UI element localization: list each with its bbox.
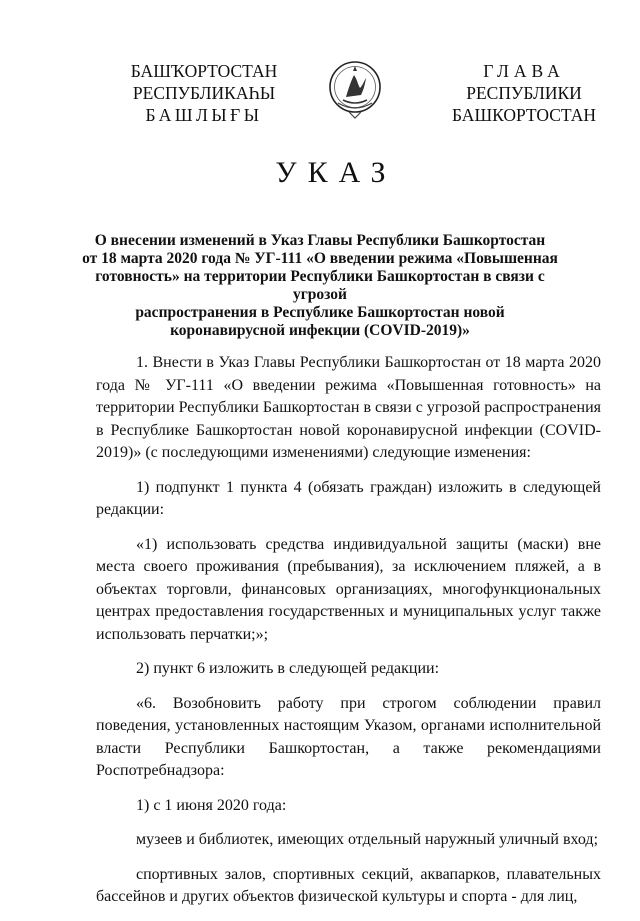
decree-heading (80, 232, 560, 340)
heading-line: О внесении изменений в Указ Главы Республики Башкортостан (94, 232, 546, 249)
header-right-line-3: БАШКОРТОСТАН (451, 105, 596, 125)
document-title: УКАЗ (275, 156, 397, 189)
paragraph-june-1: 1) с 1 июня 2020 года: (136, 796, 287, 814)
paragraph-item-1: 1. Внести в Указ Главы Республики Башкортостан от 18 марта 2020 года № УГ-111 «О введении режима «Повышенная готовность» на территории Республики Башкортостан в связи с угрозой распространения в Республике Башкортостан новой коронавирусной инфекции (COVID-2019)» (с последующими изменениями) следующие изменения: (96, 354, 601, 461)
coat-of-arms-emblem (327, 57, 383, 121)
header-right-line-2: РЕСПУБЛИКИ (466, 83, 582, 103)
header-right-russian (440, 60, 608, 126)
paragraph-subitem-2: 2) пункт 6 изложить в следующей редакции: (136, 660, 440, 677)
paragraph-subitem-1: 1) подпункт 1 пункта 4 (обязать граждан) изложить в следующей редакции: (96, 478, 601, 518)
paragraph-quote-item-6: «6. Возобновить работу при строгом соблюдении правил поведения, установленных настоящим Указом, органами исполнительной власти Республики Башкортостан, а также рекомендациями Роспотребнадзора: (96, 694, 601, 779)
header-left-line-2: РЕСПУБЛИКАҺЫ (132, 83, 276, 103)
heading-line: готовность» на территории Республики Башкортостан в связи с угрозой (95, 268, 545, 303)
paragraph-museums: музеев и библиотек, имеющих отдельный наружный уличный вход; (136, 831, 599, 848)
paragraph-quote-masks: «1) использовать средства индивидуальной защиты (маски) вне места своего проживания (пребывания), за исключением пляжей, а в объектах торговли, финансовых организациях, многофункциональных центрах предоставления государственных и муниципальных услуг также использовать перчатки;»; (96, 535, 601, 643)
decree-body (96, 352, 601, 921)
header-left-bashkir (118, 60, 290, 126)
header-left-line-3: БАШЛЫҒЫ (145, 105, 263, 125)
paragraph-sports: спортивных залов, спортивных секций, аквапарков, плавательных бассейнов и других объектов физической культуры и спорта - для лиц, (96, 865, 601, 905)
heading-line: коронавирусной инфекции (COVID-2019)» (170, 322, 470, 339)
heading-line: распространения в Республике Башкортостан новой (135, 304, 505, 321)
header-left-line-1: БАШҠОРТОСТАН (130, 61, 278, 81)
heading-line: от 18 марта 2020 года № УГ-111 «О введении режима «Повышенная (82, 250, 558, 267)
header-right-line-1: ГЛАВА (483, 61, 565, 81)
